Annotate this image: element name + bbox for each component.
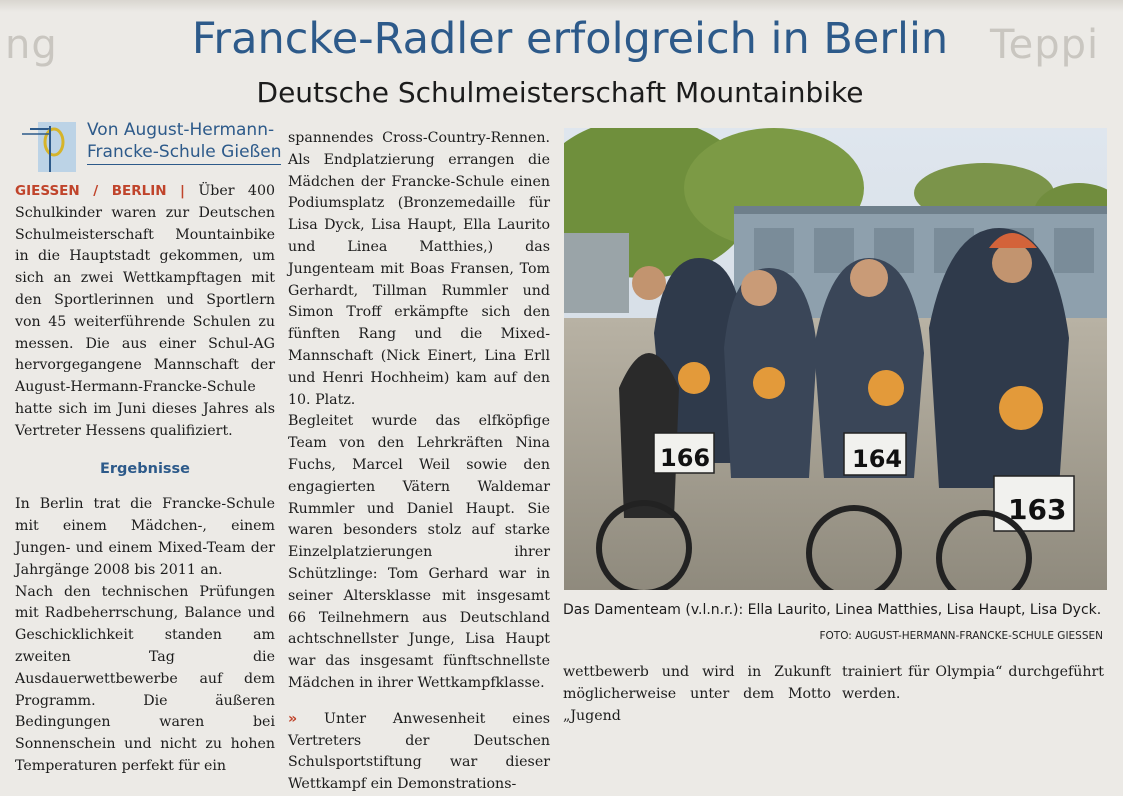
paragraph-2: Nach den technischen Prüfungen mit Radbeherrschung, Balance und Geschicklichkeit standen am zweiten Tag die Ausdauerwettbewerbe auf dem Programm. Die äußeren Bedingungen waren bei Sonnenschein und nicht zu hohen Temperaturen perfekt für ein [15, 583, 275, 774]
photo-caption: Das Damenteam (v.l.n.r.): Ella Laurito, Linea Matthies, Lisa Haupt, Lisa Dyck. [563, 602, 1102, 618]
paragraph-6: wettbewerb und wird in Zukunft möglicherweise unter dem Motto „Jugend [563, 664, 831, 724]
paragraph-3: spannendes Cross-Country-Rennen. Als Endplatzierung errangen die Mädchen der Francke-Schule einen Podiumsplatz (Bronzemedaille für Lisa Dyck, Lisa Haupt, Ella Laurito und Linea Matthies,) das Jungenteam mit Boas Fransen, Tom Gerhardt, Tillman Rummler und Simon Troff erkämpfte sich den fünften Rang und die Mixed-Mannschaft (Nick Einert, Lina Erll und Henri Hochheim) kam auf den 10. Platz. [288, 130, 550, 408]
article-subheadline: Deutsche Schulmeisterschaft Mountainbike [256, 76, 864, 109]
article-headline: Francke-Radler erfolgreich in Berlin [191, 14, 949, 64]
dateline: GIESSEN / BERLIN | [15, 183, 185, 199]
photo-credit: FOTO: AUGUST-HERMANN-FRANCKE-SCHULE GIESSEN [819, 630, 1103, 642]
lead-text: Über 400 Schulkinder waren zur Deutschen Schulmeisterschaft Mountainbike in die Hauptstadt gekommen, um sich an zwei Wettkampftagen mit den Sportlerinnen und Sportlern von 45 weiterführende Schulen zu messen. Die aus einer Schul-AG hervorgegangene Mannschaft der August-Hermann-Francke-Schule hatte sich im Juni dieses Jahres als Vertreter Hessens qualifiziert. [15, 183, 275, 439]
bib-164: 164 [852, 445, 903, 473]
paragraph-4: Begleitet wurde das elfköpfige Team von den Lehrkräften Nina Fuchs, Marcel Weil sowie den engagierten Vätern Waldemar Rummler und Daniel Haupt. Sie waren besonders stolz auf starke Einzelplatzierungen ihrer Schützlinge: Tom Gerhard war in seiner Altersklasse mit insgesamt 66 Teilnehmern aus Deutschland achtschnellster Junge, Lisa Haupt war das insgesamt fünftschnellste Mädchen in ihrer Wettkampfklasse. [288, 413, 550, 691]
team-photo [564, 128, 1107, 590]
paragraph-5 [288, 709, 550, 796]
bleed-through-text-right: Teppi [990, 22, 1100, 68]
bib-163: 163 [1008, 493, 1067, 526]
paragraph-1: In Berlin trat die Francke-Schule mit einem Mädchen-, einem Jungen- und einem Mixed-Team der Jahrgänge 2008 bis 2011 an. [15, 496, 275, 578]
text-column-4 [842, 661, 1104, 705]
paragraph-marker: » [288, 710, 298, 727]
text-column-2 [288, 128, 550, 796]
bleed-through-text-left: ng [5, 22, 58, 68]
section-heading: Ergebnisse [99, 460, 191, 477]
page-top-edge [0, 0, 1123, 12]
source-line-2: Francke-Schule Gießen [87, 141, 281, 165]
school-logo [20, 120, 78, 174]
paragraph-5-text: Unter Anwesenheit eines Vertreters der Deutschen Schulsportstiftung war dieser Wettkampf ein Demonstrations- [288, 710, 550, 793]
bib-166: 166 [660, 444, 711, 472]
text-column-3 [563, 661, 831, 727]
text-column-1 [15, 181, 275, 778]
lead-paragraph [15, 181, 275, 443]
source-line-1: Von August-Hermann- [87, 120, 275, 140]
paragraph-7: trainiert für Olympia“ durchgeführt werden. [842, 664, 1104, 702]
article-source [87, 119, 287, 165]
